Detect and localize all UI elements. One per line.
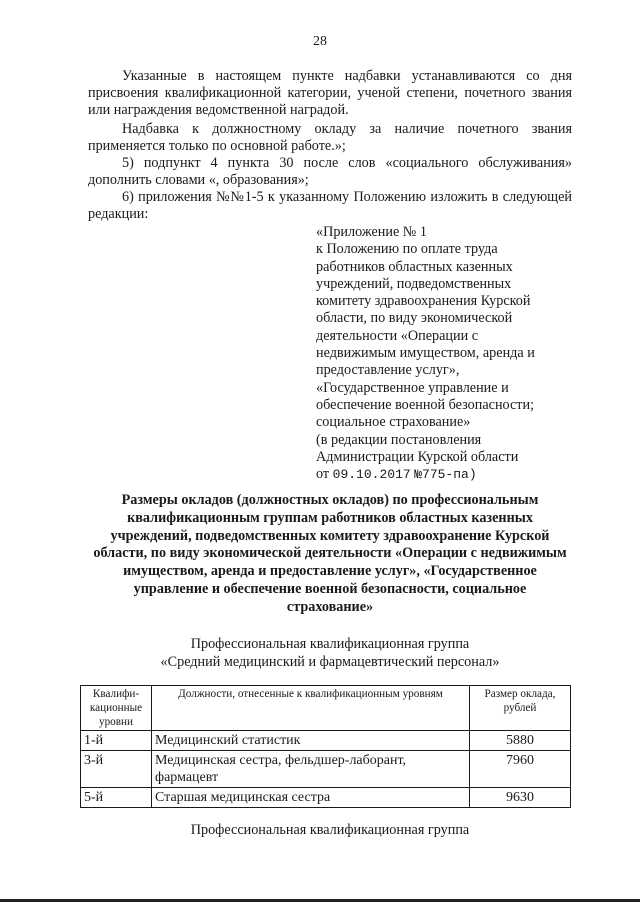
approval-line: комитету здравоохранения Курской bbox=[316, 293, 531, 310]
group-heading bbox=[88, 636, 572, 671]
header-level: Квалифи-кационные уровни bbox=[81, 686, 152, 731]
table-row bbox=[81, 731, 571, 751]
header-salary: Размер оклада, рублей bbox=[470, 686, 571, 731]
table-header-row bbox=[81, 686, 571, 731]
approval-line: Администрации Курской области bbox=[316, 448, 519, 465]
approval-line: недвижимым имуществом, аренда и bbox=[316, 345, 535, 362]
approval-line: учреждений, подведомственных bbox=[316, 275, 512, 292]
header-position: Должности, отнесенные к квалификационным уровням bbox=[152, 686, 470, 731]
cell-salary: 9630 bbox=[470, 788, 571, 808]
approval-line: деятельности «Операции с bbox=[316, 327, 479, 344]
page-bottom-edge bbox=[0, 899, 640, 902]
approval-line: социальное страхование» bbox=[316, 414, 471, 431]
approval-date-line bbox=[316, 466, 578, 483]
approval-line: (в редакции постановления bbox=[316, 431, 482, 448]
approval-date: 09.10.2017 bbox=[332, 467, 411, 483]
group-heading-line2: «Средний медицинский и фармацевтический персонал» bbox=[160, 653, 500, 670]
cell-salary: 7960 bbox=[470, 751, 571, 788]
cell-position: Медицинская сестра, фельдшер-лаборант, фармацевт bbox=[152, 751, 470, 788]
paragraph-honorary-title: Надбавка к должностному окладу за наличие почетного звания применяется только по основной работе.»; bbox=[88, 121, 572, 154]
approval-line: обеспечение военной безопасности; bbox=[316, 396, 535, 413]
next-group-heading: Профессиональная квалификационная группа bbox=[190, 822, 470, 838]
cell-level: 5-й bbox=[81, 788, 152, 808]
salary-table bbox=[80, 685, 571, 808]
cell-position: Старшая медицинская сестра bbox=[152, 788, 470, 808]
group-heading-line1: Профессиональная квалификационная группа bbox=[190, 636, 470, 652]
date-prefix: от bbox=[316, 466, 330, 483]
page-number: 28 bbox=[313, 34, 327, 49]
paragraph-subclause-6: 6) приложения №№1-5 к указанному Положению изложить в следующей редакции: bbox=[88, 189, 572, 222]
approval-line: «Государственное управление и bbox=[316, 379, 509, 396]
approval-line: предоставление услуг», bbox=[316, 362, 460, 379]
approval-line: «Приложение № 1 bbox=[316, 224, 427, 240]
approval-line: к Положению по оплате труда bbox=[316, 241, 498, 258]
document-title: Размеры окладов (должностных окладов) по профессиональным квалификационным группам работников областных казенных учреждений, подведомственных комитету здравоохранение Курской области, по виду экономической деятельности «Операции с недвижимым имуществом, аренда и предоставление услуг», «Государственное управление и обеспечение военной безопасности, социальное страхование» bbox=[93, 492, 567, 615]
cell-position: Медицинский статистик bbox=[152, 731, 470, 751]
approval-line: области, по виду экономической bbox=[316, 310, 513, 327]
approval-block bbox=[316, 224, 578, 483]
cell-level: 3-й bbox=[81, 751, 152, 788]
paragraph-allowances: Указанные в настоящем пункте надбавки устанавливаются со дня присвоения квалификационной категории, ученой степени, почетного звания или награждения ведомственной наградой. bbox=[88, 68, 572, 118]
table-row bbox=[81, 751, 571, 788]
approval-line: работников областных казенных bbox=[316, 258, 513, 275]
paragraph-subclause-5: 5) подпункт 4 пункта 30 после слов «социального обслуживания» дополнить словами «, образования»; bbox=[88, 155, 572, 188]
cell-salary: 5880 bbox=[470, 731, 571, 751]
cell-level: 1-й bbox=[81, 731, 152, 751]
approval-number: №775-па) bbox=[414, 467, 477, 483]
table-row bbox=[81, 788, 571, 808]
